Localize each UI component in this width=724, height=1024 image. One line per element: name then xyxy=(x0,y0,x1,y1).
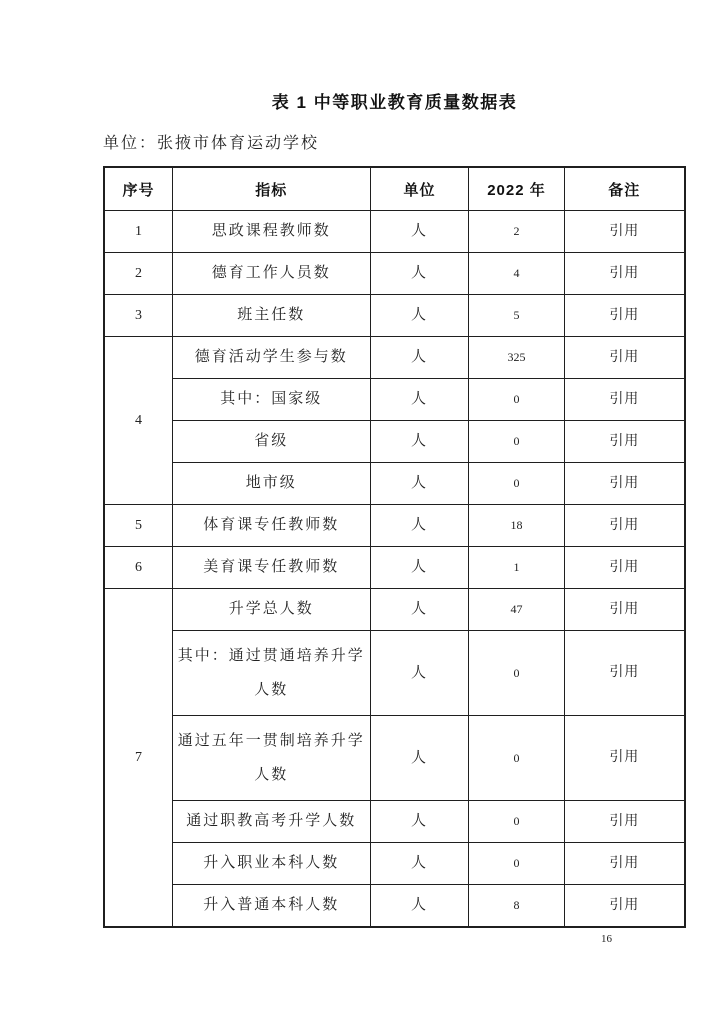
indicator-cell: 思政课程教师数 xyxy=(173,211,371,253)
indicator-cell: 德育活动学生参与数 xyxy=(173,337,371,379)
unit-line: 单位：张掖市体育运动学校 xyxy=(103,135,320,152)
remark-cell: 引用 xyxy=(564,801,685,843)
unit-cell: 人 xyxy=(370,295,469,337)
unit-cell: 人 xyxy=(370,547,469,589)
unit-cell: 人 xyxy=(370,505,469,547)
remark-cell: 引用 xyxy=(564,379,685,421)
unit-cell: 人 xyxy=(370,885,469,928)
value-cell: 0 xyxy=(469,716,564,801)
value-cell: 5 xyxy=(469,295,564,337)
row-number: 2 xyxy=(104,253,173,295)
table-title: 表 1 中等职业教育质量数据表 xyxy=(271,93,518,112)
col-header-unit: 单位 xyxy=(370,167,469,211)
unit-cell: 人 xyxy=(370,253,469,295)
indicator-cell: 升入职业本科人数 xyxy=(173,843,371,885)
indicator-cell: 德育工作人员数 xyxy=(173,253,371,295)
indicator-cell: 美育课专任教师数 xyxy=(173,547,371,589)
value-cell: 325 xyxy=(469,337,564,379)
table-row xyxy=(104,716,685,801)
row-number-group-7: 7 xyxy=(104,589,173,928)
indicator-cell: 体育课专任教师数 xyxy=(173,505,371,547)
value-cell: 18 xyxy=(469,505,564,547)
table-row xyxy=(104,801,685,843)
unit-cell: 人 xyxy=(370,421,469,463)
indicator-cell: 其中：国家级 xyxy=(173,379,371,421)
quality-data-table xyxy=(103,166,686,928)
value-cell: 4 xyxy=(469,253,564,295)
table-row xyxy=(104,843,685,885)
table-header-row xyxy=(104,167,685,211)
page-number: 16 xyxy=(601,933,612,945)
remark-cell: 引用 xyxy=(564,631,685,716)
remark-cell: 引用 xyxy=(564,211,685,253)
col-header-indicator: 指标 xyxy=(173,167,371,211)
table-row xyxy=(104,253,685,295)
value-cell: 2 xyxy=(469,211,564,253)
remark-cell: 引用 xyxy=(564,295,685,337)
remark-cell: 引用 xyxy=(564,843,685,885)
indicator-cell: 省级 xyxy=(173,421,371,463)
remark-cell: 引用 xyxy=(564,505,685,547)
unit-cell: 人 xyxy=(370,211,469,253)
table-row xyxy=(104,547,685,589)
value-cell: 8 xyxy=(469,885,564,928)
remark-cell: 引用 xyxy=(564,421,685,463)
table-row xyxy=(104,589,685,631)
row-number: 1 xyxy=(104,211,173,253)
col-header-year: 2022 年 xyxy=(469,167,564,211)
row-number-group-4: 4 xyxy=(104,337,173,505)
value-cell: 0 xyxy=(469,801,564,843)
unit-cell: 人 xyxy=(370,379,469,421)
unit-cell: 人 xyxy=(370,589,469,631)
col-header-no: 序号 xyxy=(104,167,173,211)
table-row xyxy=(104,885,685,928)
indicator-cell: 班主任数 xyxy=(173,295,371,337)
table-row xyxy=(104,505,685,547)
remark-cell: 引用 xyxy=(564,337,685,379)
table-row xyxy=(104,463,685,505)
row-number: 5 xyxy=(104,505,173,547)
document-content xyxy=(103,88,686,928)
remark-cell: 引用 xyxy=(564,589,685,631)
remark-cell: 引用 xyxy=(564,463,685,505)
row-number: 6 xyxy=(104,547,173,589)
table-row xyxy=(104,631,685,716)
unit-cell: 人 xyxy=(370,843,469,885)
indicator-cell: 其中：通过贯通培养升学人数 xyxy=(173,631,371,716)
table-row xyxy=(104,379,685,421)
value-cell: 0 xyxy=(469,421,564,463)
indicator-cell: 升学总人数 xyxy=(173,589,371,631)
value-cell: 47 xyxy=(469,589,564,631)
remark-cell: 引用 xyxy=(564,885,685,928)
value-cell: 0 xyxy=(469,843,564,885)
unit-cell: 人 xyxy=(370,463,469,505)
value-cell: 0 xyxy=(469,379,564,421)
remark-cell: 引用 xyxy=(564,716,685,801)
unit-cell: 人 xyxy=(370,631,469,716)
indicator-cell: 通过五年一贯制培养升学人数 xyxy=(173,716,371,801)
value-cell: 0 xyxy=(469,631,564,716)
indicator-cell: 通过职教高考升学人数 xyxy=(173,801,371,843)
row-number: 3 xyxy=(104,295,173,337)
table-row xyxy=(104,295,685,337)
value-cell: 1 xyxy=(469,547,564,589)
indicator-cell: 升入普通本科人数 xyxy=(173,885,371,928)
table-row xyxy=(104,337,685,379)
table-row xyxy=(104,211,685,253)
remark-cell: 引用 xyxy=(564,253,685,295)
unit-cell: 人 xyxy=(370,716,469,801)
remark-cell: 引用 xyxy=(564,547,685,589)
value-cell: 0 xyxy=(469,463,564,505)
col-header-remark: 备注 xyxy=(564,167,685,211)
indicator-cell: 地市级 xyxy=(173,463,371,505)
table-row xyxy=(104,421,685,463)
unit-cell: 人 xyxy=(370,337,469,379)
unit-cell: 人 xyxy=(370,801,469,843)
